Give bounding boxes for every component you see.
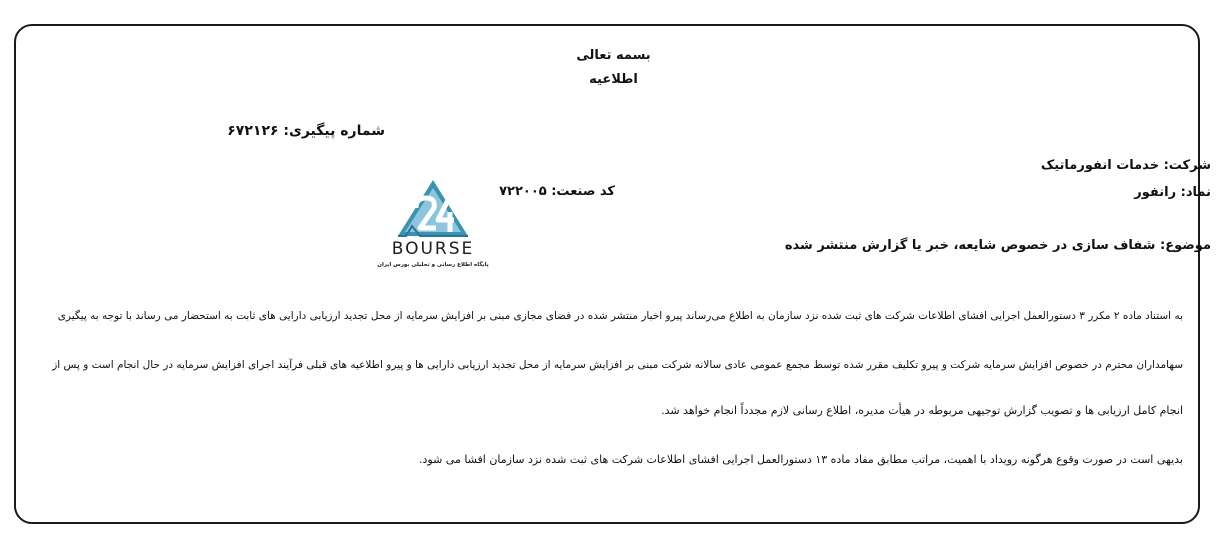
company-line bbox=[1041, 158, 1211, 173]
body-paragraph-3: انجام کامل ارزیابی ها و تصویب گزارش توجیهی مربوطه در هیأت مدیره، اطلاع رسانی لازم مجدداً انجام خواهد شد. bbox=[661, 404, 1183, 417]
tracking-number bbox=[227, 123, 385, 139]
industry-label: کد صنعت: bbox=[551, 184, 615, 199]
symbol-value: رانفور bbox=[1134, 185, 1177, 200]
tracking-value: ۶۷۲۱۲۶ bbox=[227, 123, 279, 139]
logo-caption: پایگاه اطلاع رسانی و تحلیلی بورس ایران bbox=[377, 262, 489, 268]
industry-code-line bbox=[499, 184, 615, 199]
tracking-label: شماره پیگیری: bbox=[283, 123, 385, 139]
announcement-title: اطلاعیه bbox=[589, 72, 638, 87]
subject-text: شفاف سازی در خصوص شایعه، خبر یا گزارش منتشر شده bbox=[784, 238, 1156, 253]
document-frame bbox=[14, 24, 1200, 524]
subject-line bbox=[785, 238, 1211, 253]
logo-wordmark: BOURSE bbox=[391, 239, 475, 259]
basmala-heading: بسمه تعالی bbox=[576, 48, 651, 63]
body-paragraph-4: بدیهی است در صورت وقوع هرگونه رویداد با اهمیت، مراتب مطابق مفاد ماده ۱۳ دستورالعمل اجرایی افشای اطلاعات شرکت های ثبت شده نزد سازمان افشا می شود. bbox=[419, 453, 1183, 466]
company-label: شرکت: bbox=[1163, 158, 1211, 173]
industry-code: ۷۲۲۰۰۵ bbox=[499, 184, 547, 199]
body-paragraph-2: سهامداران محترم در خصوص افزایش سرمایه شرکت و پیرو تکلیف مقرر شده توسط مجمع عمومی عادی سالانه شرکت مبنی بر افزایش سرمایه از محل تجدید ارزیابی دارایی ها و پیرو اطلاعیه های قبلی فرآیند اجرای افزایش سرمایه در حال انجام است و پس از bbox=[52, 359, 1183, 371]
symbol-line bbox=[1134, 185, 1211, 200]
symbol-label: نماد: bbox=[1180, 185, 1211, 200]
bourse-logo bbox=[376, 178, 490, 270]
company-name: خدمات انفورماتیک bbox=[1040, 158, 1160, 173]
subject-label: موضوع: bbox=[1160, 238, 1211, 253]
body-paragraph-1: به استناد ماده ۲ مکرر ۳ دستورالعمل اجرایی افشای اطلاعات شرکت های ثبت شده نزد سازمان به اطلاع می‌رساند پیرو اخبار منتشر شده در فضای مجازی مبنی بر افزایش سرمایه از محل تجدید ارزیابی دارایی های ثابت به استحضار می رساند با توجه به پیگیری bbox=[57, 310, 1183, 322]
